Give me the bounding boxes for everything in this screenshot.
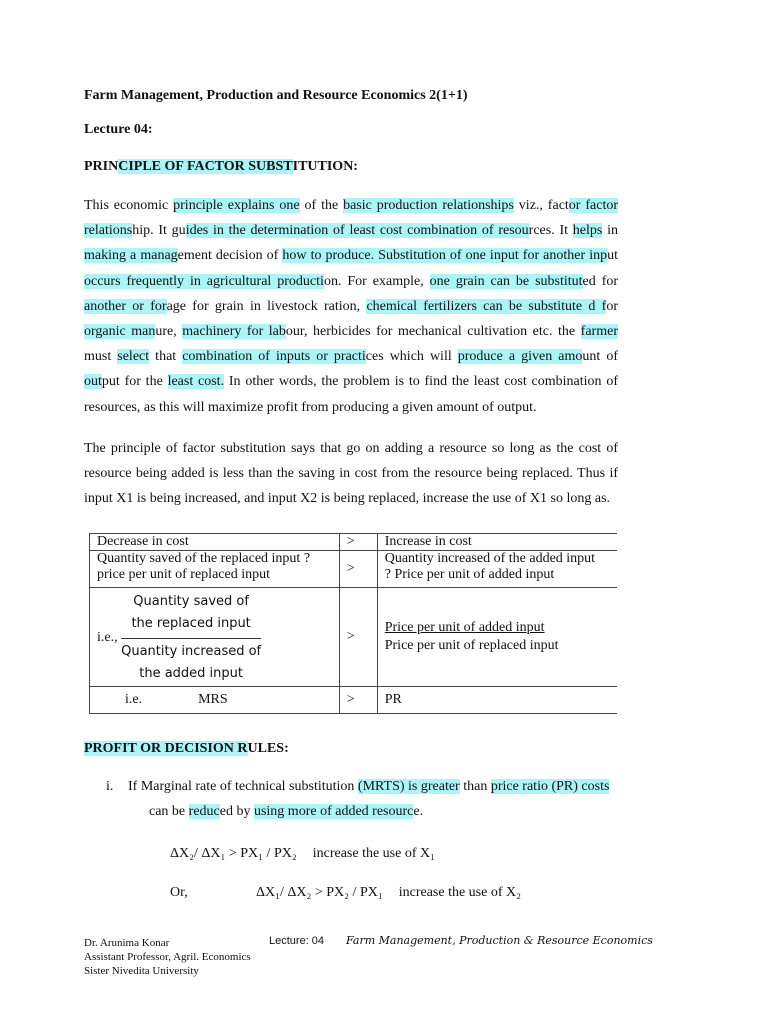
para2-line-2: resource being added is less than the saving in cost from the resource being replaced. Thus if bbox=[84, 466, 618, 482]
price-ratio-denominator: Price per unit of replaced input bbox=[384, 638, 559, 653]
cell-quantity-saved-line1: Quantity saved of the replaced input ? bbox=[97, 551, 311, 566]
or-label: Or, bbox=[170, 885, 188, 900]
footer-author: Dr. Arunima Konar bbox=[84, 937, 170, 949]
cell-greater-than: > bbox=[339, 687, 377, 714]
substitution-table bbox=[89, 533, 617, 714]
table-row bbox=[90, 687, 618, 714]
table-row bbox=[90, 588, 618, 687]
cell-greater-than: > bbox=[339, 588, 377, 687]
footer-lecture: Lecture: 04 bbox=[269, 935, 325, 947]
cell-pr: PR bbox=[377, 687, 617, 714]
cell-greater-than: > bbox=[339, 534, 377, 551]
para1-line-1: This economic principle explains one of the basic production relationships viz., factor factor bbox=[84, 198, 619, 213]
para1-line-5: another or forage for grain in livestock ration, chemical fertilizers can be substitute d for bbox=[84, 298, 619, 314]
cell-greater-than: > bbox=[339, 551, 377, 588]
lecture-number: Lecture 04: bbox=[84, 122, 153, 137]
cell-increase-in-cost: Increase in cost bbox=[377, 534, 617, 551]
cell-quantity-increased-line1: Quantity increased of the added input bbox=[384, 551, 596, 566]
cell-quantity-increased bbox=[377, 551, 617, 588]
formula-expression: ΔX₂/ ΔX₁ > PX₁ / PX₂ bbox=[170, 846, 297, 861]
footer-author-block bbox=[84, 936, 251, 978]
table-row bbox=[90, 534, 618, 551]
formula-increase-x1 bbox=[170, 846, 435, 862]
rule-line-1: If Marginal rate of technical substitution (MRTS) is greater than price ratio (PR) costs bbox=[128, 779, 610, 794]
fraction-numerator: Quantity saved of the replaced input bbox=[121, 591, 261, 639]
paragraph-principle bbox=[84, 193, 618, 420]
cell-price-ratio bbox=[377, 588, 617, 687]
cell-quantity-saved-line2: price per unit of replaced input bbox=[97, 567, 270, 582]
para1-line-4: occurs frequently in agricultural production. For example, one grain can be substituted for bbox=[84, 273, 619, 289]
cell-mrs: i.e. MRS bbox=[90, 687, 340, 714]
para1-line-7: must select that combination of inputs or practices which will produce a given amount of bbox=[84, 349, 618, 365]
section-title-decision-rules: PROFIT OR DECISION RULES: bbox=[84, 741, 289, 756]
para2-line-3: input X1 is being increased, and input X2 is being replaced, increase the use of X1 so long as. bbox=[84, 491, 611, 507]
footer-course-script: Farm Management, Production & Resource Economics bbox=[346, 934, 653, 947]
ie-label: i.e., bbox=[97, 630, 118, 645]
section-title-factor-substitution: PRINCIPLE OF FACTOR SUBSTITUTION: bbox=[84, 159, 358, 174]
cell-ratio-fraction bbox=[90, 588, 340, 687]
paragraph-factor-rule bbox=[84, 436, 618, 512]
para1-line-9: resources, as this will maximize profit from producing a given amount of output. bbox=[84, 399, 537, 415]
footer-designation: Assistant Professor, Agril. Economics bbox=[84, 951, 251, 963]
formula-expression: ΔX₁/ ΔX₂ > PX₂ / PX₁ bbox=[256, 885, 383, 900]
para1-line-6: organic manure, machinery for labour, herbicides for mechanical cultivation etc. the farmer bbox=[84, 324, 618, 340]
para2-line-1: The principle of factor substitution says that go on adding a resource so long as the cost of bbox=[84, 441, 618, 456]
cell-decrease-in-cost: Decrease in cost bbox=[90, 534, 340, 551]
rule-number: i. bbox=[106, 779, 114, 794]
price-ratio-numerator: Price per unit of added input bbox=[384, 620, 545, 635]
cell-quantity-increased-line2: ? Price per unit of added input bbox=[384, 567, 555, 582]
fraction-denominator: Quantity increased of the added input bbox=[121, 644, 262, 681]
formula-action: increase the use of X₂ bbox=[398, 885, 521, 900]
table-row bbox=[90, 551, 618, 588]
para1-line-2: relationship. It guides in the determination of least cost combination of resources. It helps in bbox=[84, 223, 618, 239]
ratio-fraction bbox=[121, 591, 261, 685]
formula-action: increase the use of X₁ bbox=[312, 846, 435, 861]
para1-line-8: output for the least cost. In other words, the problem is to find the least cost combination of bbox=[84, 374, 618, 390]
footer-university: Sister Nivedita University bbox=[84, 965, 199, 977]
cell-quantity-saved bbox=[90, 551, 340, 588]
rule-line-2: can be reduced by using more of added resource. bbox=[149, 804, 424, 819]
course-title: Farm Management, Production and Resource Economics 2(1+1) bbox=[84, 88, 468, 103]
para1-line-3: making a management decision of how to produce. Substitution of one input for another input bbox=[84, 248, 618, 264]
formula-increase-x2 bbox=[256, 885, 521, 901]
